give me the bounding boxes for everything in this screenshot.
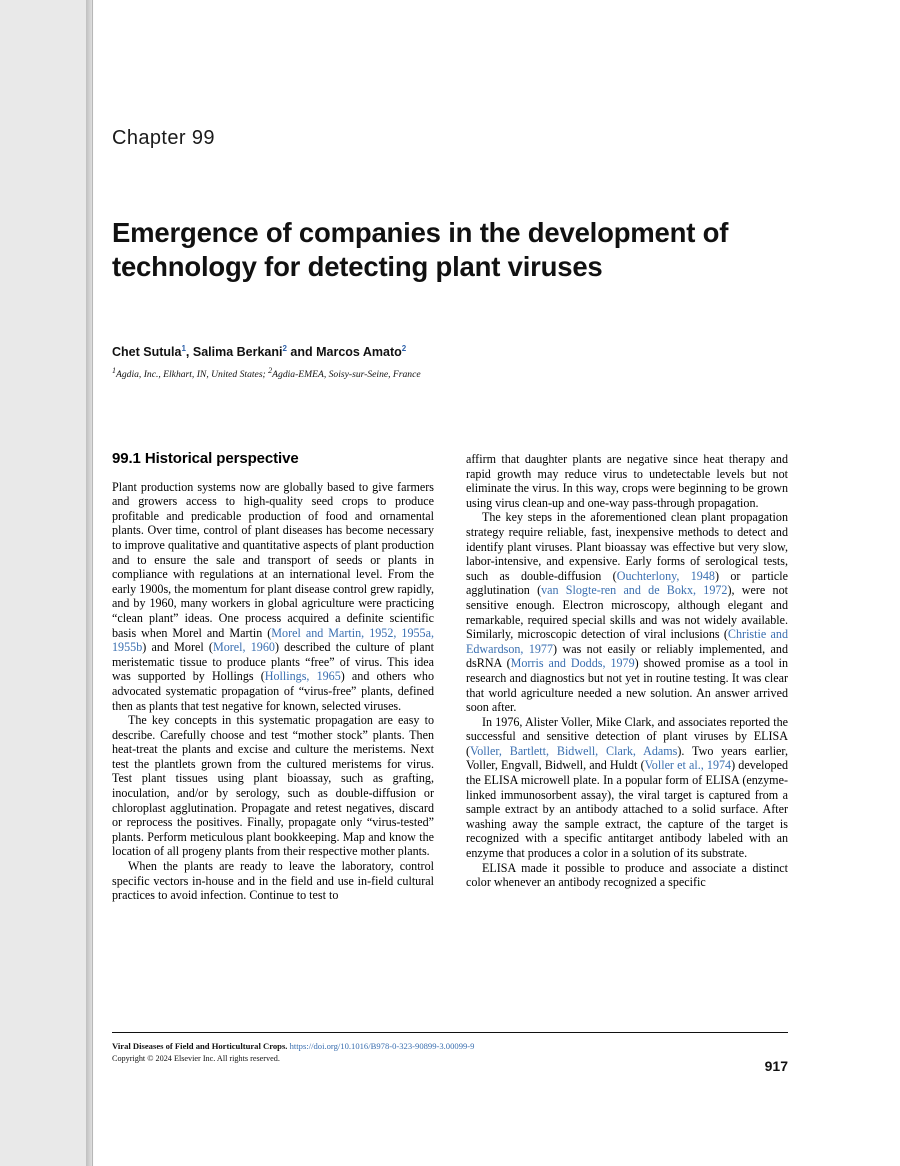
paragraph: The key steps in the aforementioned clean plant propagation strategy require reliable, fast, inexpensive methods to detect and identify plant viruses. Plant bioassay was effective but very slow, labor-intensive, and expensive. Early forms of serological tests, such as double-diffusion (Ouchterlony, 1948) or particle agglutination (van Slogte-ren and de Bokx, 1972), were not sensitive enough. Electron microscopy, although elegant and remarkable, required special skills and was not widely available. Similarly, microscopic detection of viral inclusions (Christie and Edwardson, 1977) was not easily or reliably implemented, and dsRNA (Morris and Dodds, 1979) showed promise as a tool in research and diagnostics but not yet in routine testing. It was clear that world agriculture needed a new solution. An answer arrived soon after. (466, 510, 789, 715)
paragraph: When the plants are ready to leave the laboratory, control specific vectors in-house and in the field and use in-field cultural practices to avoid infection. Continue to test to (112, 859, 434, 903)
citation-link[interactable]: 1965 (316, 669, 341, 684)
citation-link[interactable]: Morel, 1960 (212, 640, 275, 655)
citation-link[interactable]: Morel and Martin, 1952, (271, 625, 397, 640)
scan-gutter-shadow (86, 0, 94, 1166)
citation-link[interactable]: van Slogte- (541, 583, 601, 598)
citation-link[interactable]: Ouchterlony, 1948 (616, 568, 715, 583)
citation-link[interactable]: 1955a, 1955b (112, 625, 434, 655)
scan-gutter (0, 0, 93, 1166)
page-content (112, 0, 788, 1166)
column-left (112, 452, 434, 903)
affiliations (112, 365, 788, 381)
author-3: and Marcos Amato (286, 345, 402, 359)
citation-link[interactable]: Voller et al., 1974 (644, 758, 732, 773)
author-1: Chet Sutula (112, 345, 182, 359)
copyright-line: Copyright © 2024 Elsevier Inc. All rights reserved. (112, 1054, 280, 1063)
author-3-affil-marker: 2 (401, 343, 407, 353)
citation-link[interactable]: Morris and Dodds, 1979 (510, 656, 635, 671)
citation-link[interactable]: Hollings, (264, 669, 310, 684)
paragraph: The key concepts in this systematic propagation are easy to describe. Carefully choose and test “mother stock” plants. Then heat-treat the plants and excise and culture the meristems. Next test the plantlets grown from the cultured meristems for virus. Test plant tissues using plant bioassay, such as grafting, inoculation, and/or by serology, such as double-diffusion or chloroplast agglutination. Propagate and retest negatives, discard or reprocess the positives. Finally, propagate only “virus-tested” plants. Perform meticulous plant bookkeeping. Map and know the location of all progeny plants from their respective mother plants. (112, 713, 434, 859)
author-2-affil-marker: 2 (282, 343, 287, 353)
citation-link[interactable]: Edwardson, 1977 (466, 641, 554, 656)
footer-book-line (112, 1040, 788, 1052)
affiliation-2: Agdia-EMEA, Soisy-sur-Seine, France (272, 369, 421, 380)
page-number: 917 (764, 1058, 788, 1074)
paragraph: In 1976, Alister Voller, Mike Clark, and associates reported the successful and sensitive detection of plant viruses by ELISA (Voller, Bartlett, Bidwell, Clark, Adams). Two years earlier, Voller, Engvall, Bidwell, and Huldt (Voller et al., 1974) developed the ELISA microwell plate. In a popular form of ELISA (enzyme-linked immunosorbent assay), the viral target is captured from a sample extract by an antibody attached to a solid surface. After washing away the sample extract, the capture of the target is recognized with a specific antitarget antibody labeled with an enzyme that produces a color in a solution of its substrate. (466, 714, 788, 861)
affiliation-1: Agdia, Inc., Elkhart, IN, United States; (116, 369, 269, 380)
footer-divider (112, 1032, 788, 1033)
paragraph: ELISA made it possible to produce and associate a distinct color whenever an antibody recognized a specific (466, 860, 788, 890)
doi-link[interactable]: https://doi.org/10.1016/B978-0-323-90899-3.00099-9 (289, 1041, 475, 1051)
chapter-label: Chapter 99 (112, 127, 215, 149)
citation-link[interactable]: Christie and (727, 627, 788, 642)
author-2: , Salima Berkani (185, 345, 283, 359)
citation-link[interactable]: ren and de Bokx, 1972 (600, 583, 728, 598)
author-list (112, 345, 788, 359)
affiliation-1-marker: 1 (112, 365, 116, 375)
paragraph: affirm that daughter plants are negative since heat therapy and rapid growth may reduce virus to undetectable levels but not eliminate the virus. In this way, crops were beginning to be grown using virus clean-up and one-way pass-through propagation. (466, 452, 788, 510)
section-heading-historical-perspective: 99.1 Historical perspective (112, 450, 299, 467)
column-right (466, 452, 788, 890)
page-title: Emergence of companies in the development of technology for detecting plant viruses (112, 217, 729, 283)
paragraph: Plant production systems now are globally based to give farmers and growers access to high-quality seed crops to produce profitable and predicable production of food and ornamental plants. Over time, control of plant diseases has become necessary to improve qualitative and quantitative aspects of plant production and to ensure the sale and transport of seeds or plants in compliance with regulations at an international level. From the early 1900s, the momentum for plant disease control grew rapidly, and by 1960, many workers in global agriculture were practicing “clean plant” ideas. One process acquired a definite scientific basis when Morel and Martin (Morel and Martin, 1952, 1955a, 1955b) and Morel (Morel, 1960) described the culture of plant meristematic tissue to produce plants “free” of virus. This idea was supported by Hollings (Hollings, 1965) and others who advocated systematic propagation of “virus-free” plants, defined then as plants that test negative for known, selected viruses. (112, 479, 434, 713)
affiliation-2-marker: 2 (268, 365, 273, 375)
author-1-affil-marker: 1 (181, 343, 186, 353)
citation-link[interactable]: Voller, Bartlett, Bidwell, Clark, Adams (470, 743, 678, 758)
book-title: Viral Diseases of Field and Horticultural Crops. (112, 1041, 288, 1051)
page-footer (112, 1040, 788, 1065)
